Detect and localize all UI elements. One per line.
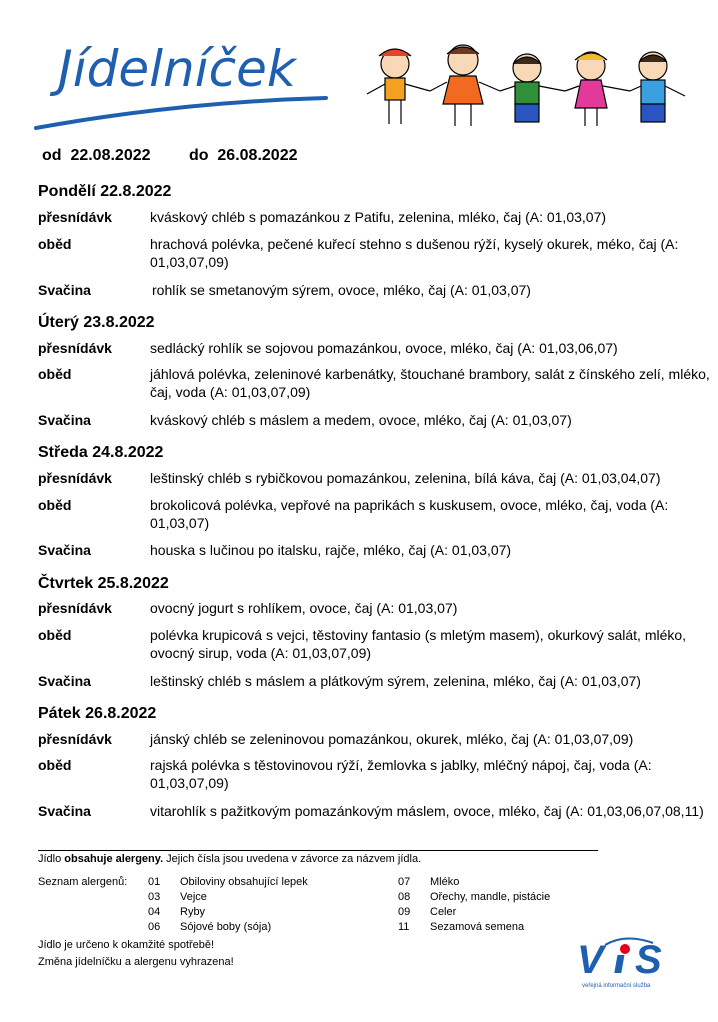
meal-text: sedlácký rohlík se sojovou pomazánkou, ovoce, mléko, čaj (A: 01,03,06,07) — [150, 340, 618, 356]
meal-text: leštinský chléb s máslem a plátkovým sýrem, zelenina, mléko, čaj (A: 01,03,07) — [150, 673, 641, 689]
meal-text: brokolicová polévka, vepřové na paprikách s kuskusem, ovoce, mléko, čaj, voda (A: 01,03,07) — [150, 497, 669, 531]
svg-text:V: V — [577, 938, 604, 982]
allergen-item — [148, 906, 308, 921]
date-from-label: od — [42, 147, 62, 164]
footer-notes — [38, 937, 234, 971]
meal-text: hrachová polévka, pečené kuřecí stehno s dušenou rýží, kyselý okurek, méko, čaj (A: 01,03,07,09) — [150, 236, 679, 270]
day-heading: Středa 24.8.2022 — [38, 444, 164, 461]
allergen-number: 11 — [398, 921, 410, 933]
allergen-note-bold: obsahuje alergeny. — [64, 853, 164, 865]
meal-label: přesnídávk — [38, 600, 112, 616]
meal-text: kváskový chléb s pomazánkou z Patifu, zelenina, mléko, čaj (A: 01,03,07) — [150, 209, 607, 225]
allergen-name: Obiloviny obsahující lepek — [180, 876, 308, 888]
allergen-name: Sójové boby (sója) — [180, 921, 272, 933]
day-heading: Pátek 26.8.2022 — [38, 705, 157, 722]
allergen-number: 07 — [398, 876, 411, 888]
allergen-number: 06 — [148, 921, 161, 933]
allergen-name: Mléko — [430, 876, 460, 888]
allergen-item — [398, 876, 550, 891]
vis-logo — [575, 935, 675, 983]
allergen-number: 03 — [148, 891, 161, 903]
meal-label: přesnídávk — [38, 340, 112, 356]
page-title: Jídelníček — [58, 40, 296, 98]
allergen-number: 01 — [148, 876, 161, 888]
allergen-name: Celer — [430, 906, 457, 918]
allergen-item — [398, 891, 550, 906]
day-heading: Čtvrtek 25.8.2022 — [38, 575, 169, 592]
allergen-number: 09 — [398, 906, 411, 918]
children-illustration — [355, 36, 700, 136]
meal-text: vitarohlík s pažitkovým pomazánkovým máslem, ovoce, mléko, čaj (A: 01,03,06,07,08,11) — [150, 803, 704, 819]
allergen-item — [398, 906, 550, 921]
allergen-item — [398, 921, 550, 936]
allergen-column-left — [148, 876, 308, 936]
allergen-name: Vejce — [180, 891, 207, 903]
date-to: 26.08.2022 — [217, 147, 298, 164]
day-heading: Pondělí 22.8.2022 — [38, 183, 172, 200]
date-to-label: do — [188, 147, 209, 164]
allergen-name: Sezamová semena — [430, 921, 525, 933]
vis-logo-subtitle: veřejná informační služba — [582, 983, 651, 989]
meal-label: přesnídávk — [38, 209, 112, 225]
allergen-item — [148, 891, 308, 906]
date-range — [42, 147, 297, 165]
title-swoosh-decoration — [30, 92, 330, 132]
meal-text: leštinský chléb s rybičkovou pomazánkou, zelenina, bílá káva, čaj (A: 01,03,04,07) — [150, 470, 661, 486]
meal-label: Svačina — [38, 542, 91, 558]
allergen-item — [148, 876, 308, 891]
allergen-note — [38, 853, 421, 865]
allergen-number: 04 — [148, 906, 161, 918]
allergen-column-right — [398, 876, 550, 936]
meal-text: jáhlová polévka, zeleninové karbenátky, štouchané brambory, salát z čínského zelí, mléko, čaj, voda (A: 01,03,07,09) — [150, 366, 710, 400]
footer-note: Změna jídelníčku a alergenu vyhrazena! — [38, 956, 234, 968]
allergen-list-label: Seznam alergenů: — [38, 876, 128, 888]
meal-label: přesnídávk — [38, 470, 112, 486]
meal-label: oběd — [38, 497, 72, 513]
meal-label: oběd — [38, 757, 72, 773]
meal-text: polévka krupicová s vejci, těstoviny fantasio (s mletým masem), okurkový salát, mléko, ovocný sirup, voda (A: 01,03,07,09) — [150, 627, 687, 661]
footer-note: Jídlo je určeno k okamžité spotřebě! — [38, 939, 215, 951]
divider — [38, 850, 598, 851]
meal-text: rohlík se smetanovým sýrem, ovoce, mléko, čaj (A: 01,03,07) — [152, 282, 531, 298]
meal-label: oběd — [38, 366, 72, 382]
day-heading: Úterý 23.8.2022 — [38, 314, 155, 331]
allergen-number: 08 — [398, 891, 411, 903]
meal-label: Svačina — [38, 282, 91, 298]
date-from: 22.08.2022 — [70, 147, 151, 164]
svg-text:S: S — [635, 938, 662, 982]
meal-text: kváskový chléb s máslem a medem, ovoce, mléko, čaj (A: 01,03,07) — [150, 412, 572, 428]
meal-label: oběd — [38, 236, 72, 252]
meal-label: Svačina — [38, 673, 91, 689]
allergen-name: Ořechy, mandle, pistácie — [430, 891, 551, 903]
allergen-name: Ryby — [180, 906, 206, 918]
meal-text: rajská polévka s těstovinovou rýží, žemlovka s jablky, mléčný nápoj, čaj, voda (A: 01,03,07,09) — [150, 757, 652, 791]
allergen-note-prefix: Jídlo — [38, 853, 65, 865]
meal-label: Svačina — [38, 803, 91, 819]
allergen-item — [148, 921, 308, 936]
meal-label: Svačina — [38, 412, 91, 428]
meal-text: houska s lučinou po italsku, rajče, mléko, čaj (A: 01,03,07) — [150, 542, 512, 558]
meal-text: jánský chléb se zeleninovou pomazánkou, okurek, mléko, čaj (A: 01,03,07,09) — [150, 731, 634, 747]
meal-label: přesnídávk — [38, 731, 112, 747]
meal-text: ovocný jogurt s rohlíkem, ovoce, čaj (A: 01,03,07) — [150, 600, 458, 616]
meal-label: oběd — [38, 627, 72, 643]
allergen-note-suffix: Jejich čísla jsou uvedena v závorce za názvem jídla. — [163, 853, 422, 865]
